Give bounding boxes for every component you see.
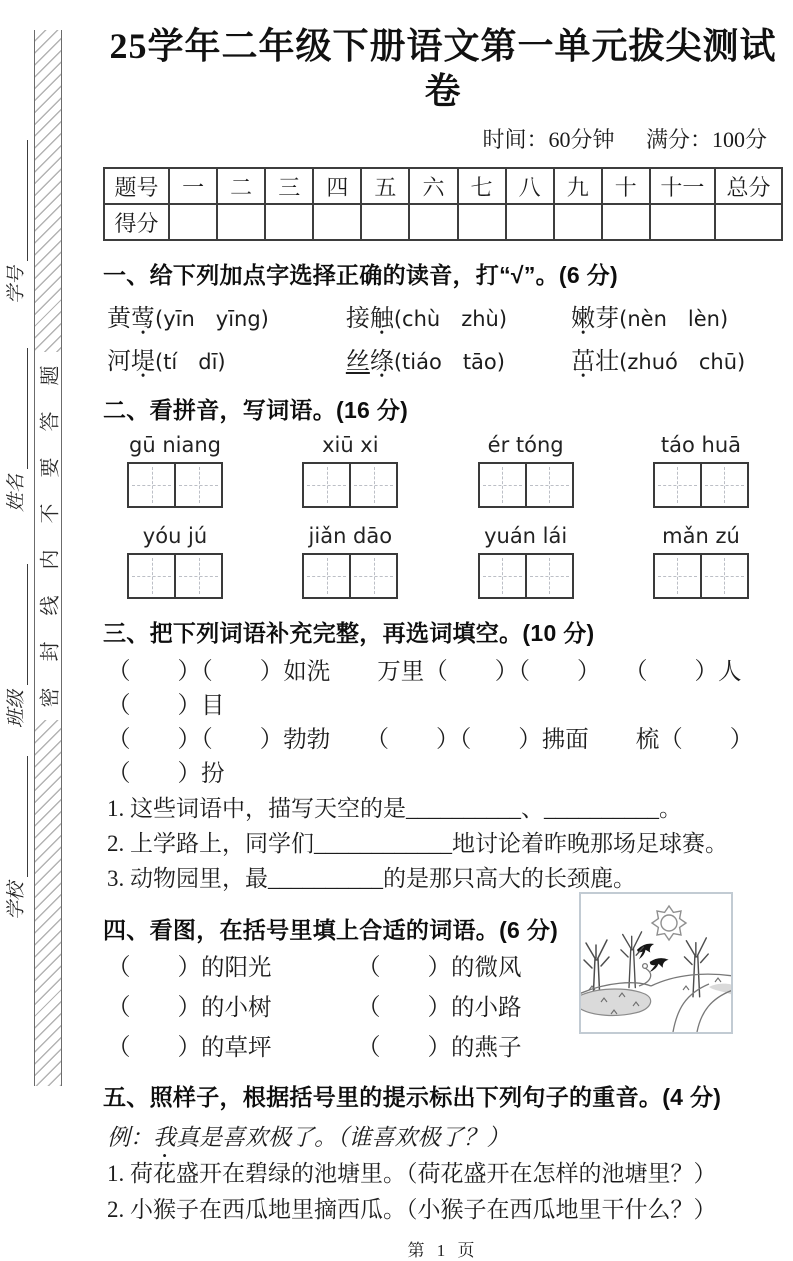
character-writing-boxes xyxy=(127,462,223,508)
score-row-label: 得分 xyxy=(104,204,169,240)
writing-cell xyxy=(655,555,700,597)
pinyin-options: (zhuó chū) xyxy=(619,349,746,374)
writing-cell xyxy=(349,464,396,506)
dotted-char: 莺 xyxy=(131,305,155,332)
writing-cell xyxy=(700,464,747,506)
pronunciation-item: 黄莺(yīn yīng) xyxy=(107,298,346,333)
writing-cell xyxy=(655,464,700,506)
pinyin-options: (yīn yīng) xyxy=(155,306,269,331)
writing-row-2 xyxy=(103,524,783,599)
student-id-blank-line xyxy=(7,140,28,261)
idiom-line-1: （ ）（ ）如洗 万里（ ）（ ） （ ）人（ ）目 xyxy=(107,659,742,720)
pinyin-label: mǎn zú xyxy=(662,523,740,548)
pinyin-label: ér tóng xyxy=(487,432,564,457)
pronunciation-item: 茁壮(zhuó chū) xyxy=(571,341,783,376)
school-field xyxy=(4,756,28,920)
writing-cell xyxy=(174,555,221,597)
character-writing-boxes xyxy=(653,553,749,599)
scene-illustration xyxy=(579,892,733,1034)
pronunciation-item xyxy=(346,341,571,376)
score-cell-empty xyxy=(602,204,650,240)
seal-char: 封 xyxy=(39,641,62,661)
seal-char: 不 xyxy=(39,503,62,523)
pronunciation-item: 河堤(tí dī) xyxy=(107,341,346,376)
name-label: 姓名 xyxy=(6,473,27,512)
score-cell-empty xyxy=(265,204,313,240)
section4-heading: 四、看图，在括号里填上合适的词语。(6 分) xyxy=(103,917,559,944)
writing-group xyxy=(302,524,398,599)
score-header-cell: 总分 xyxy=(715,168,782,204)
score-table-score-row xyxy=(104,204,782,240)
pinyin-label: táo huā xyxy=(660,432,742,457)
seal-char: 线 xyxy=(39,595,62,615)
section3-heading: 三、把下列词语补充完整，再选词填空。(10 分) xyxy=(103,619,595,646)
seal-hatch-bottom xyxy=(35,720,61,1086)
dotted-char: 触 xyxy=(369,305,394,332)
name-field xyxy=(4,348,28,512)
writing-cell xyxy=(174,464,221,506)
fill-question-1: 1. 这些词语中，描写天空的是__________、__________。 xyxy=(107,796,682,822)
character-writing-boxes xyxy=(127,553,223,599)
pinyin-label: gū niang xyxy=(129,432,221,457)
pinyin-options: (chù zhù) xyxy=(393,306,508,331)
student-id-label: 学号 xyxy=(6,265,27,304)
page-title: 25学年二年级下册语文第一单元拔尖测试卷 xyxy=(109,26,777,111)
score-header-cell: 十一 xyxy=(650,168,715,204)
fill-question-2: 2. 上学路上，同学们____________地讨论着昨晚那场足球赛。 xyxy=(107,831,728,857)
writing-group xyxy=(653,524,749,599)
score-cell-empty xyxy=(361,204,409,240)
score-header-cell: 二 xyxy=(217,168,265,204)
score-cell-empty xyxy=(169,204,217,240)
score-table-header-row xyxy=(104,168,782,204)
seal-char: 要 xyxy=(39,457,62,477)
score-cell-empty xyxy=(217,204,265,240)
phrase-blank: （ ）的微风 xyxy=(357,955,522,981)
score-cell-empty xyxy=(506,204,554,240)
writing-cell xyxy=(129,555,174,597)
character-writing-boxes xyxy=(653,462,749,508)
writing-group xyxy=(478,524,574,599)
score-header-cell: 六 xyxy=(409,168,457,204)
score-header-cell: 九 xyxy=(554,168,602,204)
section4 xyxy=(103,916,783,1063)
seal-char: 题 xyxy=(39,365,62,385)
writing-cell xyxy=(129,464,174,506)
name-blank-line xyxy=(7,348,28,469)
writing-row-1 xyxy=(103,433,783,508)
phrase-blank: （ ）的小路 xyxy=(357,995,522,1021)
score-header-cell: 四 xyxy=(313,168,361,204)
character-writing-boxes xyxy=(478,462,574,508)
writing-cell xyxy=(700,555,747,597)
grass-mound xyxy=(581,984,731,1016)
writing-cell xyxy=(480,464,525,506)
section1-heading: 一、给下列加点字选择正确的读音，打“√”。(6 分) xyxy=(103,262,618,288)
seal-char: 答 xyxy=(39,411,62,431)
idiom-line-2: （ ）（ ）勃勃 （ ）（ ）拂面 梳（ ）（ ）扮 xyxy=(107,727,754,788)
class-blank-line xyxy=(7,564,28,685)
seal-margin xyxy=(0,0,92,1122)
phrase-blank: （ ）的草坪 xyxy=(107,1035,272,1061)
score-cell-empty xyxy=(554,204,602,240)
writing-cell xyxy=(525,464,572,506)
class-label: 班级 xyxy=(6,689,27,728)
writing-group xyxy=(127,433,223,508)
score-header-cell: 三 xyxy=(265,168,313,204)
writing-group xyxy=(653,433,749,508)
spring-scene-drawing xyxy=(581,894,731,1032)
section5-heading: 五、照样子，根据括号里的提示标出下列句子的重音。(4 分) xyxy=(103,1084,722,1110)
score-header-cell: 七 xyxy=(458,168,506,204)
character-writing-boxes xyxy=(302,553,398,599)
student-id-field xyxy=(4,140,28,304)
seal-line-text xyxy=(35,352,61,720)
character-writing-boxes xyxy=(478,553,574,599)
exam-meta xyxy=(103,123,783,154)
score-header-cell: 一 xyxy=(169,168,217,204)
pinyin-label: yóu jú xyxy=(142,523,208,548)
writing-cell xyxy=(304,555,349,597)
pinyin-options: (tí dī) xyxy=(155,349,226,374)
seal-hatch-top xyxy=(35,30,61,352)
writing-cell xyxy=(480,555,525,597)
example-sentence: 例：我真是喜欢极了。（谁喜欢极了？） xyxy=(107,1120,783,1156)
fill-question-3: 3. 动物园里，最__________的是那只高大的长颈鹿。 xyxy=(107,866,636,892)
stress-question-1: 1. 荷花盛开在碧绿的池塘里。（荷花盛开在怎样的池塘里？） xyxy=(107,1160,717,1186)
writing-group xyxy=(127,524,223,599)
school-label: 学校 xyxy=(6,881,27,920)
phrase-blank: （ ）的阳光 xyxy=(107,955,272,981)
score-cell-empty xyxy=(458,204,506,240)
score-cell-empty xyxy=(650,204,715,240)
writing-cell xyxy=(525,555,572,597)
class-field xyxy=(4,564,28,728)
writing-group xyxy=(478,433,574,508)
pinyin-label: jiǎn dāo xyxy=(308,523,393,548)
time-limit: 时间：60分钟 xyxy=(482,127,615,152)
seal-line-strip xyxy=(34,30,62,1086)
phrase-blank: （ ）的小树 xyxy=(107,995,272,1021)
dotted-char: 堤 xyxy=(131,348,155,375)
score-cell-empty xyxy=(409,204,457,240)
exam-paper xyxy=(95,0,793,1261)
stressed-char: 我 xyxy=(153,1124,176,1150)
writing-cell xyxy=(349,555,396,597)
page-number: 第 1 页 xyxy=(407,1240,479,1260)
score-cell-empty xyxy=(715,204,782,240)
dotted-char: 茁 xyxy=(571,348,596,375)
sun-icon xyxy=(652,906,686,940)
score-header-cell: 八 xyxy=(506,168,554,204)
character-writing-boxes xyxy=(302,462,398,508)
pronunciation-item: 嫩芽(nèn lèn) xyxy=(571,298,783,333)
writing-cell xyxy=(304,464,349,506)
score-cell-empty xyxy=(313,204,361,240)
school-blank-line xyxy=(7,756,28,877)
seal-char: 密 xyxy=(39,687,62,707)
underlined-char: 丝 xyxy=(345,348,370,375)
pronunciation-item: 接触(chù zhù) xyxy=(346,298,571,333)
score-header-cell: 五 xyxy=(361,168,409,204)
full-score: 满分：100分 xyxy=(645,127,767,152)
seal-char: 内 xyxy=(39,549,62,569)
dotted-char: 嫩 xyxy=(571,305,596,332)
pinyin-label: yuán lái xyxy=(484,523,568,548)
pinyin-label: xiū xi xyxy=(322,432,379,457)
section2-heading: 二、看拼音，写词语。(16 分) xyxy=(103,396,409,423)
stress-question-2: 2. 小猴子在西瓜地里摘西瓜。（小猴子在西瓜地里干什么？） xyxy=(107,1196,717,1222)
pinyin-options: (nèn lèn) xyxy=(619,306,729,331)
score-table xyxy=(103,167,783,241)
score-header-cell: 十 xyxy=(602,168,650,204)
section1-items xyxy=(107,298,783,376)
phrase-blank: （ ）的燕子 xyxy=(357,1035,522,1061)
writing-group xyxy=(302,433,398,508)
score-header-cell: 题号 xyxy=(104,168,169,204)
pinyin-options: (tiáo tāo) xyxy=(393,349,505,374)
dotted-char: 绦 xyxy=(369,348,394,375)
